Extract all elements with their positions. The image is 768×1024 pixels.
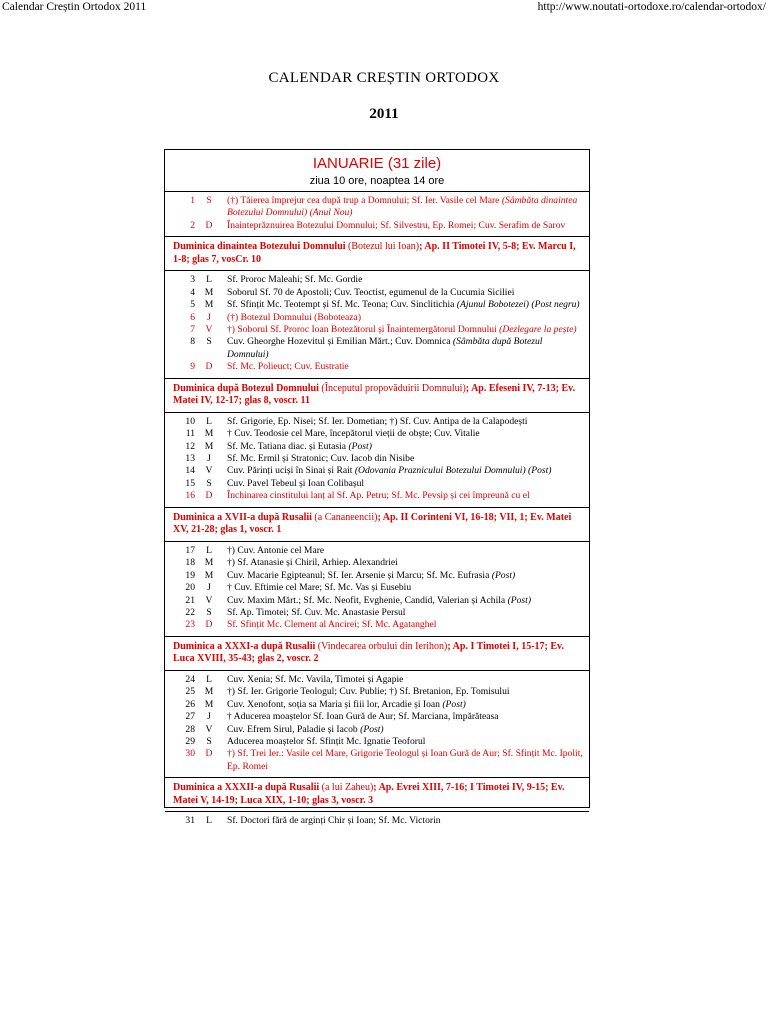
day-row	[165, 490, 589, 502]
header-title: Calendar Creștin Ortodox 2011	[2, 1, 147, 13]
saints-text: Sf. Sfințit Mc. Teotempt și Sf. Mc. Teona; Cuv. Sinclitichia	[227, 299, 455, 311]
day-number: 20	[185, 582, 195, 594]
sunday-subtitle: (a lui Zaheu)	[321, 782, 374, 794]
day-number: 16	[185, 490, 195, 502]
day-number: 18	[185, 557, 195, 569]
weekday-letter: D	[205, 619, 213, 631]
sunday-subtitle: (Începutul propovăduirii Domnului)	[321, 382, 466, 394]
sunday-readings-text: ; Ap. Evrei XIII, 7-16; I Timotei IV, 9-15; Ev. Matei V, 14-19; Luca XIX, 1-10; glas 3, voscr. 3	[173, 782, 565, 806]
day-number: 8	[190, 336, 195, 348]
saints-text: Aducerea moaștelor Sf. Sfințit Mc. Ignatie Teoforul	[227, 735, 426, 747]
day-saints	[223, 453, 589, 465]
saints-text: †) Cuv. Antonie cel Mare	[227, 544, 325, 556]
day-saints	[223, 686, 589, 698]
header-url[interactable]: http://www.noutati-ortodoxe.ro/calendar-ortodox/	[537, 1, 766, 13]
day-number: 7	[190, 324, 195, 336]
saints-text: (†) Botezul Domnului (Boboteaza)	[227, 311, 362, 323]
saints-text: Cuv. Xenofont, soția sa Maria și fiii lor, Arcadie și Ioan	[227, 698, 440, 710]
day-row	[165, 274, 589, 286]
saints-text: †) Sf. Ier. Grigorie Teologul; Cuv. Publie; †) Sf. Bretanion, Ep. Tomisului	[227, 686, 510, 698]
day-saints	[223, 699, 589, 711]
day-row	[165, 287, 589, 299]
day-number: 2	[190, 219, 195, 231]
day-number: 12	[185, 440, 195, 452]
day-saints	[223, 336, 589, 361]
saints-text: Cuv. Pavel Tebeul și Ioan Colibașul	[227, 477, 365, 489]
day-note: (Post)	[507, 594, 532, 606]
sunday-readings	[165, 636, 589, 670]
sunday-readings	[165, 507, 589, 541]
saints-text: Cuv. Gheorghe Hozevitul și Emilian Mărt.; Cuv. Domnica	[227, 336, 451, 348]
weekday-letter: V	[205, 723, 213, 735]
saints-text: Soborul Sf. 70 de Apostoli; Cuv. Teoctist, egumenul de la Cucumia Siciliei	[227, 286, 515, 298]
saints-text: Înainteprăznuirea Botezului Domnului; Sf. Silvestru, Ep. Romei; Cuv. Serafim de Sarov	[227, 219, 566, 231]
sunday-name: Duminica a XXXII-a după Rusalii	[173, 782, 320, 794]
day-group	[165, 541, 589, 636]
day-note: (Post)	[360, 723, 384, 735]
weekday-letter: V	[205, 324, 213, 336]
day-saints	[223, 748, 589, 773]
day-note: (Post)	[442, 698, 466, 710]
day-row	[165, 361, 589, 373]
day-number: 3	[190, 274, 195, 286]
weekday-letter: J	[207, 311, 211, 323]
saints-text: † Cuv. Eftimie cel Mare; Sf. Mc. Vas și Eusebiu	[227, 582, 412, 594]
sunday-readings	[165, 777, 589, 811]
weekday-letter: L	[206, 415, 212, 427]
day-note: (Odovania Praznicului Botezului Domnului) (Post)	[354, 465, 552, 477]
weekday-letter: S	[206, 735, 212, 747]
day-row	[165, 336, 589, 361]
day-group	[165, 270, 589, 377]
day-number: 9	[190, 361, 195, 373]
saints-text: Sf. Doctori fără de arginți Chir și Ioan; Sf. Mc. Victorin	[227, 815, 441, 827]
weekday-letter: M	[204, 299, 214, 311]
day-saints	[223, 557, 589, 569]
day-row	[165, 686, 589, 698]
day-number: 14	[185, 465, 195, 477]
day-row	[165, 428, 589, 440]
day-row	[165, 545, 589, 557]
sunday-name: Duminica a XXXI-a după Rusalii	[173, 640, 316, 652]
saints-text: † Cuv. Teodosie cel Mare, începătorul vieții de obște; Cuv. Vitalie	[227, 428, 480, 440]
day-row	[165, 299, 589, 311]
weekday-letter: D	[205, 219, 213, 231]
weekday-letter: M	[204, 569, 214, 581]
day-saints	[223, 299, 589, 311]
day-row	[165, 195, 589, 220]
weekday-letter: L	[206, 274, 212, 286]
sunday-subtitle: (a Cananeencii)	[314, 511, 378, 523]
document-title: CALENDAR CREȘTIN ORTODOX	[268, 70, 500, 86]
saints-text: Cuv. Maxim Mărt.; Sf. Mc. Neofit, Evghenie, Candid, Valerian și Achila	[227, 594, 506, 606]
day-number: 27	[185, 711, 195, 723]
day-note: (Ajunul Bobotezei) (Post negru)	[456, 299, 580, 311]
saints-text: Sf. Ap. Timotei; Sf. Cuv. Mc. Anastasie Persul	[227, 606, 406, 618]
saints-text: (†) Tăierea împrejur cea după trup a Domnului; Sf. Ier. Vasile cel Mare	[227, 195, 500, 206]
day-saints	[223, 570, 589, 582]
saints-text: Sf. Mc. Polieuct; Cuv. Eustratie	[227, 361, 349, 373]
sunday-readings-text: ; Ap. II Corinteni VI, 16-18; VII, 1; Ev. Matei XV, 21-28; glas 1, voscr. 1	[173, 511, 572, 536]
day-group	[165, 412, 589, 507]
sunday-name: Duminica după Botezul Domnului	[173, 382, 319, 394]
saints-text: Sf. Proroc Maleahi; Sf. Mc. Gordie	[227, 274, 363, 286]
day-number: 19	[185, 569, 195, 581]
weekday-letter: L	[206, 815, 212, 827]
weekday-letter: L	[206, 673, 212, 685]
weekday-letter: D	[205, 748, 213, 760]
sunday-readings-text: ; Ap. II Timotei IV, 5-8; Ev. Marcu I, 1-8; glas 7, vosCr. 10	[173, 241, 576, 265]
day-note: (Sâmbăta după Botezul Domnului)	[227, 336, 543, 360]
calendar-table	[164, 149, 590, 827]
weekday-letter: V	[205, 465, 213, 477]
day-saints	[223, 312, 589, 324]
day-saints	[223, 287, 589, 299]
weekday-letter: M	[204, 686, 214, 698]
day-saints	[223, 195, 589, 220]
day-number: 31	[185, 815, 195, 827]
daylight-hours: ziua 10 ore, noaptea 14 ore	[309, 175, 445, 187]
day-row	[165, 453, 589, 465]
day-saints	[223, 361, 589, 373]
day-row	[165, 478, 589, 490]
weekday-letter: D	[205, 490, 213, 502]
sunday-subtitle: (Vindecarea orbului din Ierihon)	[317, 640, 448, 652]
weekday-letter: S	[206, 336, 212, 348]
day-number: 23	[185, 619, 195, 631]
day-saints	[223, 274, 589, 286]
day-saints	[223, 478, 589, 490]
weekday-letter: M	[204, 698, 214, 710]
day-row	[165, 724, 589, 736]
weekday-letter: J	[207, 453, 211, 465]
day-saints	[223, 595, 589, 607]
weekday-letter: M	[204, 440, 214, 452]
day-note: (Dezlegare la pește)	[499, 324, 577, 336]
sunday-name: Duminica dinaintea Botezului Domnului	[173, 241, 346, 253]
day-number: 6	[190, 311, 195, 323]
saints-text: Cuv. Macarie Egipteanul; Sf. Ier. Arsenie și Marcu; Sf. Mc. Eufrasia	[227, 569, 490, 581]
day-number: 1	[190, 195, 195, 206]
saints-text: Sf. Grigorie, Ep. Nisei; Sf. Ier. Dometian; †) Sf. Cuv. Antipa de la Calapodești	[227, 415, 528, 427]
day-number: 25	[185, 686, 195, 698]
day-number: 28	[185, 723, 195, 735]
day-row	[165, 595, 589, 607]
day-saints	[223, 416, 589, 428]
day-row	[165, 570, 589, 582]
day-row	[165, 748, 589, 773]
day-note: (Post)	[348, 440, 372, 452]
saints-text: Sf. Mc. Tatiana diac. și Eutasia	[227, 440, 347, 452]
weekday-letter: D	[205, 361, 213, 373]
day-row	[165, 711, 589, 723]
saints-text: †) Sf. Trei Ier.: Vasile cel Mare, Grigorie Teologul și Ioan Gură de Aur; Sf. Sfințit Mc. Ipolit, Ep. Romei	[227, 748, 583, 772]
weekday-letter: M	[204, 557, 214, 569]
saints-text: † Aducerea moaștelor Sf. Ioan Gură de Aur; Sf. Marciana, împărăteasa	[227, 711, 499, 723]
day-note: (Post)	[491, 569, 516, 581]
day-saints	[223, 724, 589, 736]
document-year: 2011	[369, 106, 399, 122]
sunday-readings	[165, 236, 589, 270]
day-saints	[223, 815, 589, 827]
saints-text: Închinarea cinstitului lanț al Sf. Ap. Petru; Sf. Mc. Pevsip și cei împreună cu el	[227, 490, 530, 502]
saints-text: Cuv. Efrem Sirul, Paladie și Iacob	[227, 723, 358, 735]
weekday-letter: M	[204, 428, 214, 440]
weekday-letter: M	[204, 286, 214, 298]
weekday-letter: S	[206, 195, 212, 206]
day-row	[165, 220, 589, 232]
weekday-letter: S	[206, 477, 212, 489]
day-saints	[223, 441, 589, 453]
day-saints	[223, 607, 589, 619]
day-saints	[223, 545, 589, 557]
day-number: 22	[185, 606, 195, 618]
day-saints	[223, 465, 589, 477]
day-group	[165, 670, 589, 777]
day-saints	[223, 674, 589, 686]
month-title: IANUARIE (31 zile)	[312, 155, 442, 172]
saints-text: Sf. Mc. Ermil și Stratonic; Cuv. Iacob din Nisibe	[227, 453, 415, 465]
day-row	[165, 815, 589, 827]
day-number: 15	[185, 477, 195, 489]
day-row	[165, 582, 589, 594]
page-header	[0, 0, 768, 16]
day-number: 5	[190, 299, 195, 311]
sunday-subtitle: (Botezul lui Ioan)	[348, 241, 420, 253]
saints-text: †) Sf. Atanasie și Chiril, Arhiep. Alexandriei	[227, 557, 398, 569]
day-saints	[223, 736, 589, 748]
weekday-letter: L	[206, 544, 212, 556]
day-number: 29	[185, 735, 195, 747]
day-number: 11	[185, 428, 195, 440]
sunday-readings	[165, 378, 589, 412]
day-saints	[223, 619, 589, 631]
day-row	[165, 324, 589, 336]
day-row	[165, 607, 589, 619]
day-saints	[223, 220, 589, 232]
day-number: 17	[185, 544, 195, 556]
day-row	[165, 674, 589, 686]
day-number: 10	[185, 415, 195, 427]
day-row	[165, 312, 589, 324]
day-row	[165, 441, 589, 453]
day-number: 4	[190, 286, 195, 298]
day-group	[165, 191, 589, 236]
day-number: 26	[185, 698, 195, 710]
day-row	[165, 736, 589, 748]
day-saints	[223, 711, 589, 723]
weekday-letter: J	[207, 711, 211, 723]
day-note: (Sâmbăta dinaintea Botezului Domnului) (Anul Nou)	[227, 195, 578, 219]
saints-text: Cuv. Părinți uciși în Sinai și Rait	[227, 465, 353, 477]
weekday-letter: S	[206, 606, 212, 618]
calendar-blocks	[165, 191, 589, 832]
day-group	[165, 811, 589, 831]
day-row	[165, 699, 589, 711]
day-number: 13	[185, 453, 195, 465]
sunday-readings-text: ; Ap. I Timotei I, 15-17; Ev. Luca XVIII, 35-43; glas 2, voscr. 2	[173, 640, 564, 665]
day-saints	[223, 324, 589, 336]
day-saints	[223, 490, 589, 502]
day-row	[165, 557, 589, 569]
day-row	[165, 416, 589, 428]
saints-text: †) Soborul Sf. Proroc Ioan Botezătorul și Înaintemergătorul Domnului	[227, 324, 497, 336]
day-row	[165, 619, 589, 631]
sunday-readings-text: ; Ap. Efeseni IV, 7-13; Ev. Matei IV, 12-17; glas 8, voscr. 11	[173, 382, 576, 407]
saints-text: Sf. Sfințit Mc. Clement al Ancirei; Sf. Mc. Agatanghel	[227, 619, 437, 631]
day-number: 30	[185, 748, 195, 760]
weekday-letter: J	[207, 582, 211, 594]
day-number: 24	[185, 673, 195, 685]
saints-text: Cuv. Xenia; Sf. Mc. Vavila, Timotei și Agapie	[227, 673, 404, 685]
sunday-name: Duminica a XVII-a după Rusalii	[173, 511, 312, 523]
day-row	[165, 465, 589, 477]
day-number: 21	[185, 594, 195, 606]
weekday-letter: V	[205, 594, 213, 606]
day-saints	[223, 582, 589, 594]
day-saints	[223, 428, 589, 440]
